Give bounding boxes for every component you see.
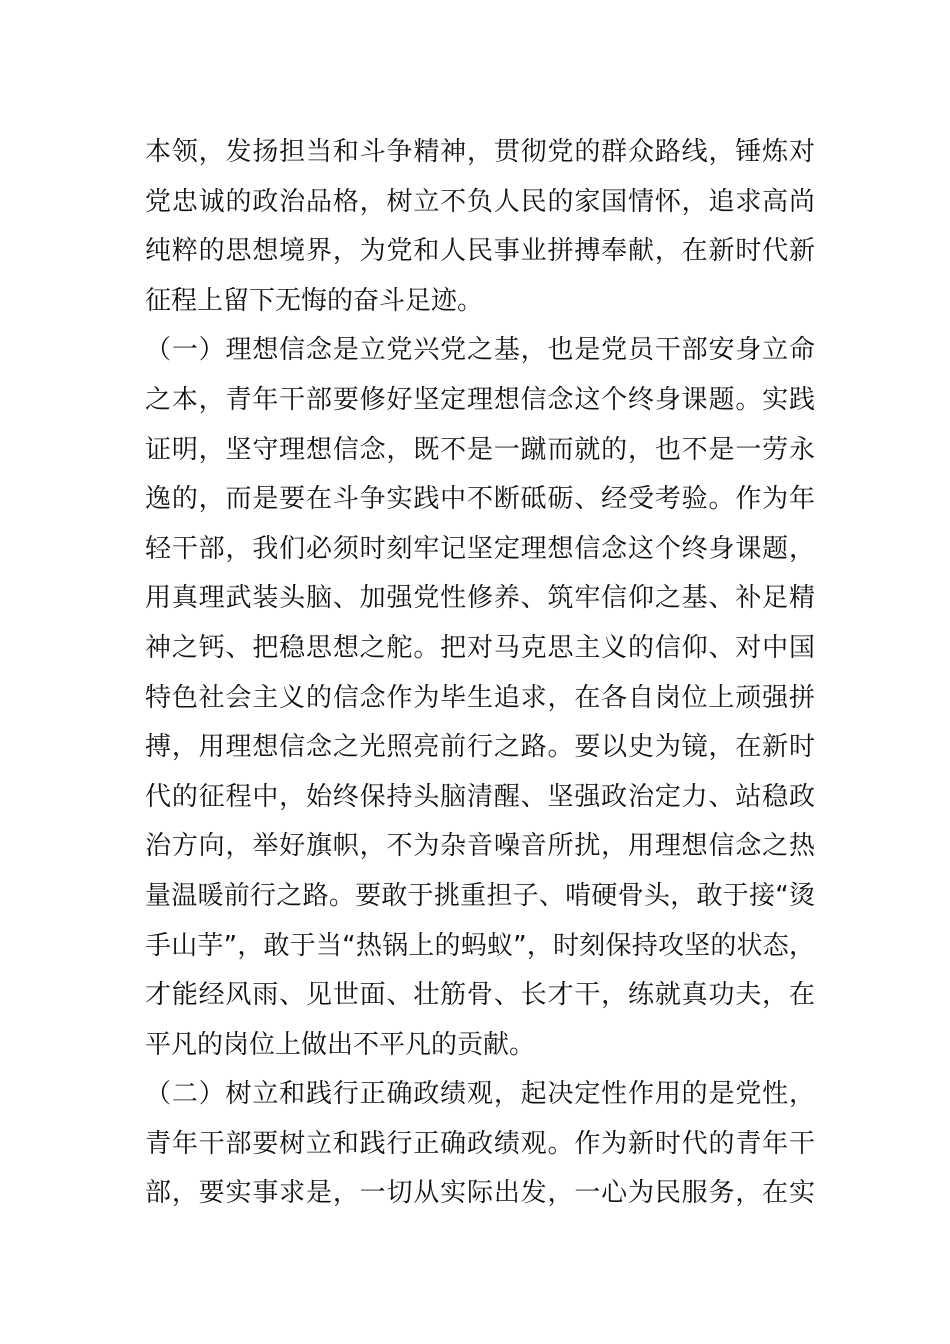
text-line: 部，要实事求是，一切从实际出发，一心为民服务，在实: [145, 1178, 815, 1209]
text-line: 才能经风雨、见世面、壮筋骨、长才干，练就真功夫，在: [145, 980, 815, 1011]
text-line: 之本，青年干部要修好坚定理想信念这个终身课题。实践: [145, 384, 815, 415]
text-line: 神之钙、把稳思想之舵。把对马克思主义的信仰、对中国: [145, 632, 815, 663]
text-line: 代的征程中，始终保持头脑清醒、坚强政治定力、站稳政: [145, 781, 815, 812]
text-line: 治方向，举好旗帜，不为杂音噪音所扰，用理想信念之热: [145, 831, 815, 862]
text-line: 用真理武装头脑、加强党性修养、筑牢信仰之基、补足精: [145, 583, 815, 614]
text-line: 本领，发扬担当和斗争精神，贯彻党的群众路线，锤炼对: [145, 137, 815, 167]
text-line: 青年干部要树立和践行正确政绩观。作为新时代的青年干: [145, 1128, 815, 1159]
text-line: 党忠诚的政治品格，树立不负人民的家国情怀，追求高尚: [145, 186, 815, 217]
text-line: 搏，用理想信念之光照亮前行之路。要以史为镜，在新时: [145, 732, 815, 763]
document-body: [145, 128, 815, 1219]
text-line-last: 征程上留下无悔的奋斗足迹。: [145, 285, 484, 316]
text-line: 特色社会主义的信念作为毕生追求，在各自岗位上顽强拼: [145, 682, 815, 713]
section-heading-line: （一）理想信念是立党兴党之基，也是党员干部安身立命: [145, 335, 815, 366]
text-line: 量温暖前行之路。要敢于挑重担子、啃硬骨头，敢于接“烫: [145, 880, 815, 911]
text-line: 证明，坚守理想信念，既不是一蹴而就的，也不是一劳永: [145, 434, 815, 465]
section-heading-line: （二）树立和践行正确政绩观，起决定性作用的是党性，: [145, 1079, 815, 1110]
section-one: [145, 326, 815, 1070]
text-line: 轻干部，我们必须时刻牢记坚定理想信念这个终身课题，: [145, 533, 815, 564]
text-line: 逸的，而是要在斗争实践中不断砥砺、经受考验。作为年: [145, 484, 815, 515]
section-two: [145, 1070, 815, 1219]
text-line: 纯粹的思想境界，为党和人民事业拼搏奉献，在新时代新: [145, 236, 815, 267]
text-line-last: 平凡的岗位上做出不平凡的贡献。: [145, 1029, 536, 1060]
paragraph-intro: [145, 128, 815, 326]
text-line: 手山芋”，敢于当“热锅上的蚂蚁”，时刻保持攻坚的状态，: [145, 930, 815, 961]
